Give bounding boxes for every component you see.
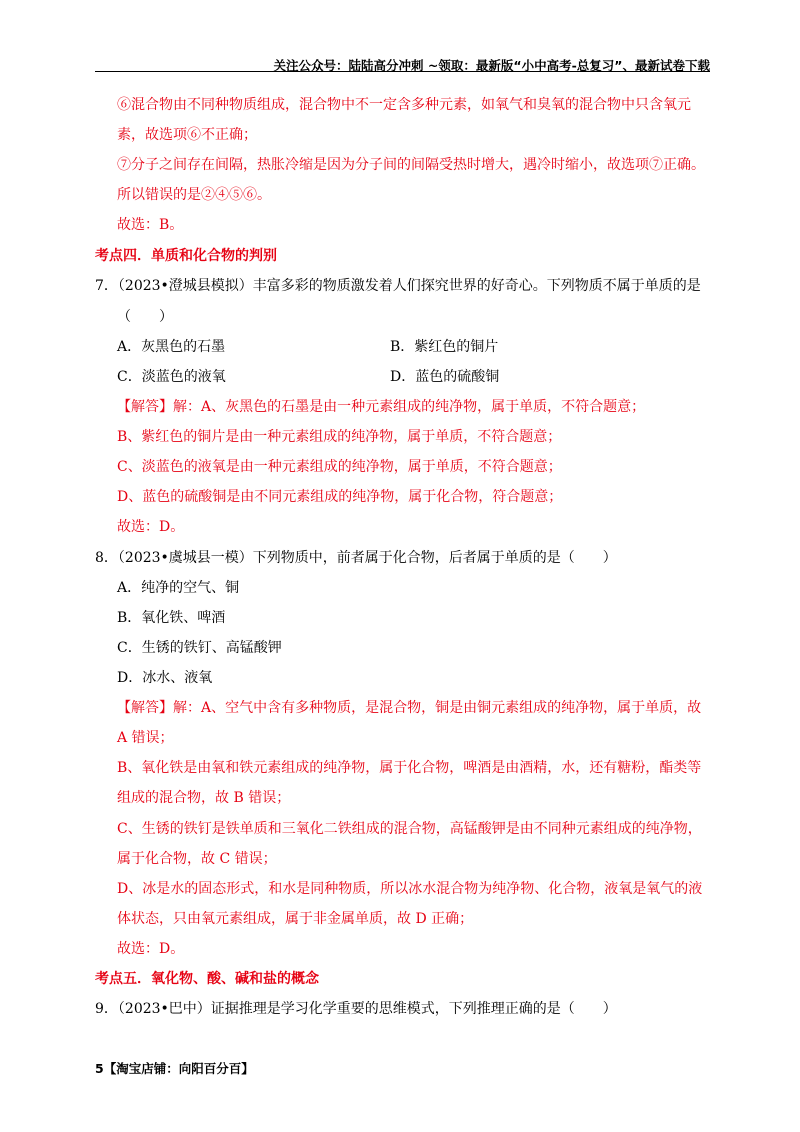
question-bracket: （ ） bbox=[117, 309, 173, 325]
answer-line: 组成的混合物，故 B 错误； bbox=[117, 790, 291, 806]
answer-line: D、蓝色的硫酸铜是由不同元素组成的纯净物，属于化合物，符合题意； bbox=[117, 489, 563, 505]
answer-choice: 故选：D。 bbox=[117, 519, 185, 535]
answer-line: C、淡蓝色的液氧是由一种元素组成的纯净物，属于单质，不符合题意； bbox=[117, 459, 562, 475]
option-a: A．灰黑色的石墨 bbox=[117, 339, 226, 355]
answer-choice: 故选：B。 bbox=[117, 217, 184, 233]
option-c: C．淡蓝色的液氧 bbox=[117, 369, 226, 385]
question-stem: 7．（2023•澄城县模拟）丰富多彩的物质激发着人们探究世界的好奇心。下列物质不属于单质的是 bbox=[95, 278, 701, 294]
option-a: A．纯净的空气、铜 bbox=[117, 580, 240, 596]
option-c: C．生锈的铁钉、高锰酸钾 bbox=[117, 640, 282, 656]
option-b: B．紫红色的铜片 bbox=[390, 339, 499, 355]
answer-line: 体状态，只由氧元素组成，属于非金属单质，故 D 正确； bbox=[117, 911, 474, 927]
answer-line: B、氧化铁是由氧和铁元素组成的纯净物，属于化合物，啤酒是由酒精，水，还有糖粉，酯类等 bbox=[117, 760, 702, 776]
answer-line: ⑦分子之间存在间隔，热胀冷缩是因为分子间的间隔受热时增大，遇冷时缩小，故选项⑦正确。 bbox=[117, 157, 705, 173]
page-footer: 5【淘宝店铺：向阳百分百】 bbox=[95, 1061, 254, 1076]
answer-line: 属于化合物，故 C 错误； bbox=[117, 851, 277, 867]
answer-line: B、紫红色的铜片是由一种元素组成的纯净物，属于单质，不符合题意； bbox=[117, 429, 562, 445]
answer-choice: 故选：D。 bbox=[117, 941, 185, 957]
answer-line: D、冰是水的固态形式，和水是同种物质，所以冰水混合物为纯净物、化合物，液氧是氧气的液 bbox=[117, 881, 703, 897]
answer-line: 素，故选项⑥不正确； bbox=[117, 127, 257, 143]
question-stem: 8．（2023•虞城县一模）下列物质中，前者属于化合物，后者属于单质的是（ ） bbox=[95, 550, 617, 566]
option-d: D．冰水、液氧 bbox=[117, 670, 213, 686]
page-header: 关注公众号：陆陆高分冲刺 ~领取：最新版“小中高考-总复习”、最新试卷下载 bbox=[273, 58, 710, 73]
question-stem: 9．（2023•巴中）证据推理是学习化学重要的思维模式，下列推理正确的是（ ） bbox=[95, 1001, 617, 1017]
header-divider bbox=[95, 71, 710, 72]
answer-line: A 错误； bbox=[117, 730, 174, 746]
answer-line: C、生锈的铁钉是铁单质和三氧化二铁组成的混合物，高锰酸钾是由不同种元素组成的纯净物， bbox=[117, 821, 702, 837]
section-heading: 考点五．氧化物、酸、碱和盐的概念 bbox=[95, 971, 319, 987]
option-d: D．蓝色的硫酸铜 bbox=[390, 369, 500, 385]
answer-line: 【解答】解：A、空气中含有多种物质，是混合物，铜是由铜元素组成的纯净物，属于单质，故 bbox=[117, 700, 702, 716]
answer-line: ⑥混合物由不同种物质组成，混合物中不一定含多种元素，如氧气和臭氧的混合物中只含氧元 bbox=[117, 97, 691, 113]
section-heading: 考点四．单质和化合物的判别 bbox=[95, 248, 277, 264]
answer-line: 所以错误的是②④⑤⑥。 bbox=[117, 187, 271, 203]
answer-line: 【解答】解：A、灰黑色的石墨是由一种元素组成的纯净物，属于单质，不符合题意； bbox=[117, 399, 646, 415]
option-b: B．氧化铁、啤酒 bbox=[117, 610, 226, 626]
